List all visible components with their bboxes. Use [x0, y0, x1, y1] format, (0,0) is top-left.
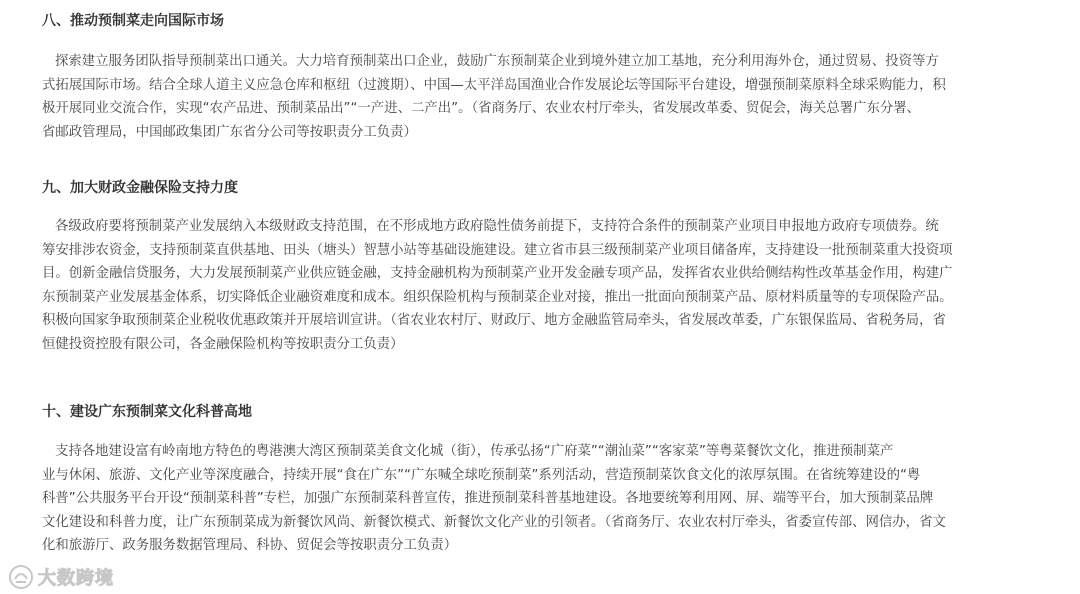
- paragraph-line: 文化建设和科普力度，让广东预制菜成为新餐饮风尚、新餐饮模式、新餐饮文化产业的引领者。（省商务厅、农业农村厅牵头，省委宣传部、网信办，省文: [42, 514, 946, 530]
- paragraph-line: 各级政府要将预制菜产业发展纳入本级财政支持范围，在不形成地方政府隐性债务前提下，支持符合条件的预制菜产业项目申报地方政府专项债券。统: [55, 219, 939, 234]
- paragraph-line: 支持各地建设富有岭南地方特色的粤港澳大湾区预制菜美食文化城（街），传承弘扬“广府菜”“潮汕菜”“客家菜”等粤菜餐饮文化，推进预制菜产: [55, 444, 894, 459]
- section-paragraph-8: [42, 50, 1042, 144]
- watermark-text: 大数跨境: [38, 568, 114, 589]
- paragraph-line: 探索建立服务团队指导预制菜出口通关。大力培育预制菜出口企业，鼓励广东预制菜企业到境外建立加工基地，充分利用海外仓，通过贸易、投资等方: [55, 54, 939, 69]
- paragraph-line: 科普”公共服务平台开设“预制菜科普”专栏，加强广东预制菜科普宣传，推进预制菜科普基地建设。各地要统筹利用网、屏、端等平台，加大预制菜品牌: [42, 491, 934, 507]
- section-heading-9: 九、加大财政金融保险支持力度: [42, 180, 238, 196]
- paragraph-line: 东预制菜产业发展基金体系，切实降低企业融资难度和成本。组织保险机构与预制菜企业对接，推出一批面向预制菜产品、原材料质量等的专项保险产品。: [42, 289, 953, 305]
- section-heading-10: 十、建设广东预制菜文化科普高地: [42, 404, 252, 420]
- paragraph-line: 式拓展国际市场。结合全球人道主义应急仓库和枢纽（过渡期）、中国—太平洋岛国渔业合作发展论坛等国际平台建设，增强预制菜原料全球采购能力，积: [42, 77, 946, 93]
- paragraph-line: 恒健投资控股有限公司，各金融保险机构等按职责分工负责）: [42, 336, 404, 352]
- watermark: [8, 562, 114, 592]
- section-paragraph-9: [42, 215, 1042, 357]
- paragraph-line: 极开展同业交流合作，实现“农产品进、预制菜品出”“一产进、二产出”。（省商务厅、农业农村厅牵头，省发展改革委、贸促会，海关总署广东分署、: [42, 101, 921, 117]
- paragraph-line: 省邮政管理局，中国邮政集团广东省分公司等按职责分工负责）: [42, 124, 417, 140]
- watermark-logo-icon: [8, 564, 34, 590]
- paragraph-line: 化和旅游厅、政务服务数据管理局、科协、贸促会等按职责分工负责）: [42, 538, 458, 554]
- section-heading-8: 八、推动预制菜走向国际市场: [42, 13, 224, 29]
- paragraph-line: 积极向国家争取预制菜企业税收优惠政策并开展培训宣讲。（省农业农村厅、财政厅、地方金融监管局牵头，省发展改革委，广东银保监局、省税务局，省: [42, 313, 946, 329]
- paragraph-line: 筹安排涉农资金，支持预制菜直供基地、田头（塘头）智慧小站等基础设施建设。建立省市县三级预制菜产业项目储备库，支持建设一批预制菜重大投资项: [42, 242, 953, 258]
- section-paragraph-10: [42, 440, 1042, 558]
- paragraph-line: 业与休闲、旅游、文化产业等深度融合，持续开展“食在广东”“广东喊全球吃预制菜”系列活动，营造预制菜饮食文化的浓厚氛围。在省统筹建设的“粤: [42, 467, 921, 483]
- paragraph-line: 目。创新金融信贷服务，大力发展预制菜产业供应链金融，支持金融机构为预制菜产业开发金融专项产品，发挥省农业供给侧结构性改革基金作用，构建广: [42, 266, 953, 282]
